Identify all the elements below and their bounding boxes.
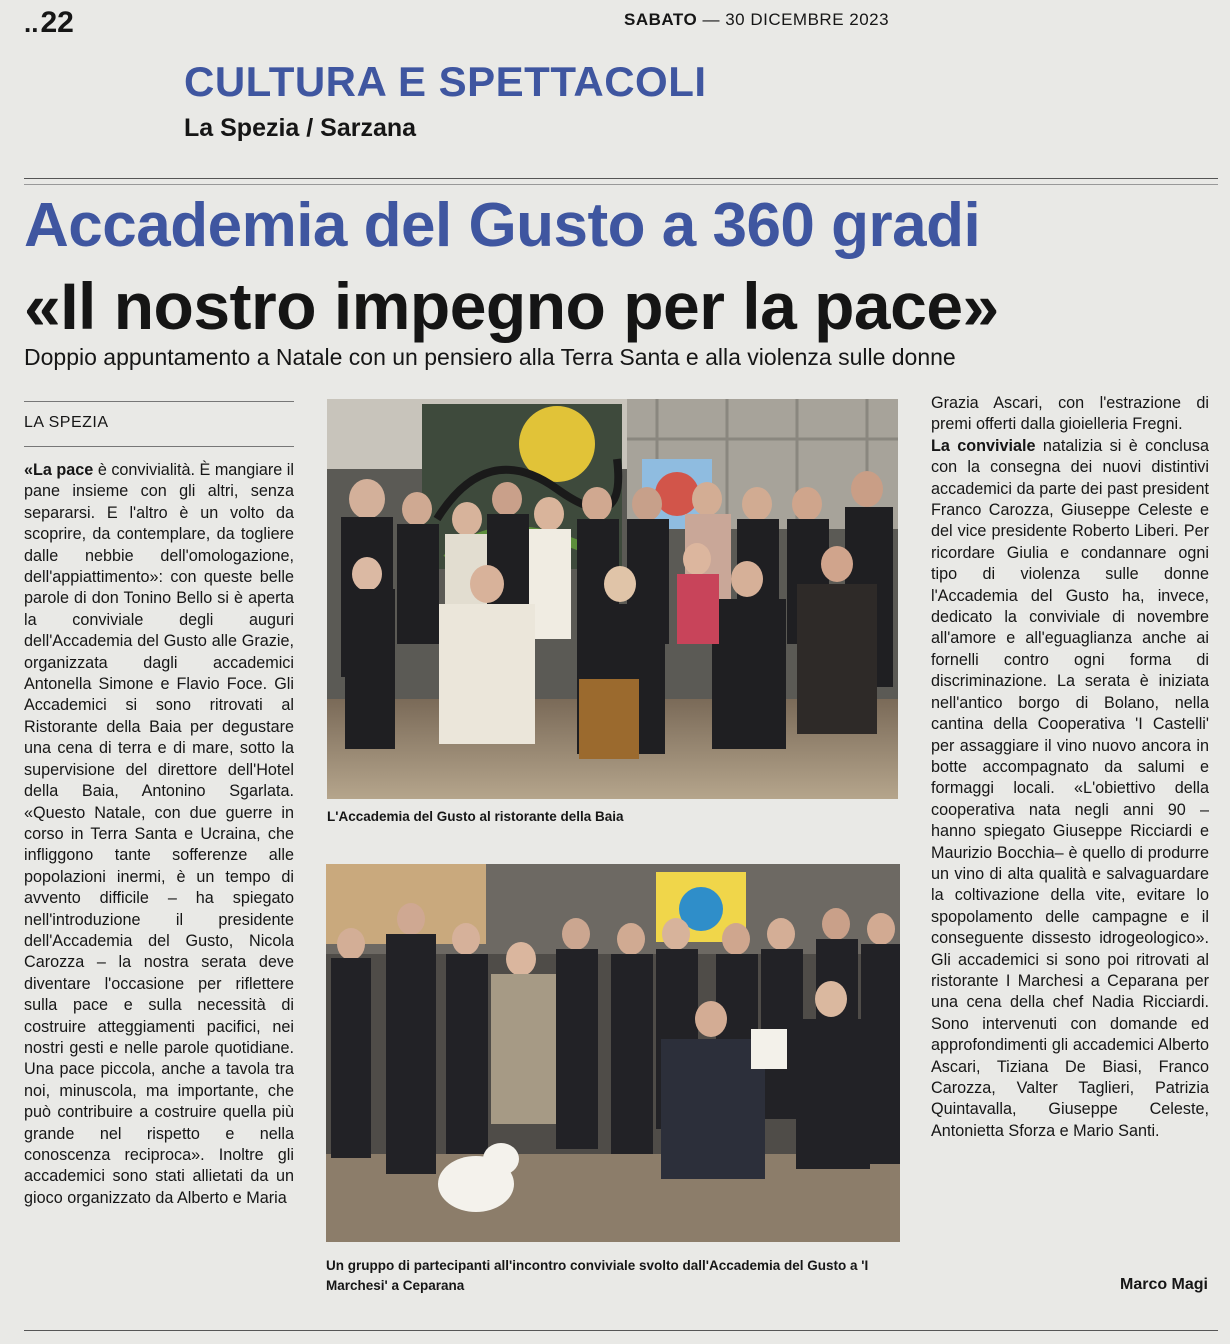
- photo-2-caption: Un gruppo di partecipanti all'incontro conviviale svolto dall'Accademia del Gusto a 'I Marchesi' a Ceparana: [326, 1258, 869, 1293]
- article-column-1: [24, 460, 294, 1209]
- dateline-rule-top: [24, 401, 294, 402]
- lead-bold: «La pace: [24, 461, 94, 479]
- bottom-divider: [24, 1330, 1218, 1331]
- article-column-3: [931, 393, 1209, 1142]
- photo-ristorante-baia: [327, 399, 898, 799]
- subheadline: Doppio appuntamento a Natale con un pensiero alla Terra Santa e alla violenza sulle donne: [24, 344, 956, 370]
- dateline-rule-bottom: [24, 446, 294, 447]
- photo-1-caption: L'Accademia del Gusto al ristorante della Baia: [327, 809, 624, 824]
- top-divider-thin: [24, 184, 1218, 185]
- section-subtitle: La Spezia / Sarzana: [184, 114, 417, 142]
- headline-quote: «Il nostro impegno per la pace»: [24, 269, 999, 343]
- byline: Marco Magi: [1119, 1276, 1208, 1293]
- column-3-lead-bold: La conviviale: [931, 436, 1036, 455]
- photo-i-marchesi: [326, 864, 900, 1242]
- issue-date: SABATO — 30 DICEMBRE 2023: [624, 10, 890, 29]
- column-3-intro: Grazia Ascari, con l'estrazione di premi offerti dalla gioielleria Fregni.: [931, 394, 1209, 434]
- page-number: ..22: [24, 6, 74, 39]
- dateline: LA SPEZIA: [24, 414, 109, 431]
- column-1-text: è convivialità. È mangiare il pane insieme con gli altri, senza separarsi. E l'altro è un volto da scoprire, da contemplare, da togliere dalle nebbie dell'omologazione, dell'appiattimento»: con queste belle parole di don Tonino Bello si è aperta la conviviale degli auguri dell'Accademia del Gusto alle Grazie, organizzata dagli accademici Antonella Simone e Flavio Foce. Gli Accademici si sono ritrovati al Ristorante della Baia per degustare una cena di terra e di mare, sotto la supervisione del direttore dell'Hotel della Baia, Antonino Sgarlata. «Questo Natale, con due guerre in corso in Terra Santa e Ucraina, che infliggono tante sofferenze alle popolazioni inermi, è un tempo di avvento difficile – ha spiegato nell'introduzione il presidente dell'Accademia del Gusto, Nicola Carozza – la nostra serata deve diventare l'occasione per riflettere sulla pace e sulla necessità di costruire atteggiamenti pacifici, nei nostri gesti e nelle parole quotidiane. Una pace piccola, anche a tavola tra noi, minuscola, ma importante, che può contribuire a costruire quella più grande nel rispetto e nella conoscenza reciproca». Inoltre gli accademici sono stati allietati da un gioco organizzato da Alberto e Maria: [24, 461, 295, 1207]
- top-divider: [24, 178, 1218, 179]
- section-title: CULTURA E SPETTACOLI: [184, 58, 707, 105]
- headline: Accademia del Gusto a 360 gradi: [24, 191, 981, 260]
- column-3-text: natalizia si è conclusa con la consegna dei nuovi distintivi accademici da parte dei past president Franco Carozza, Giuseppe Celeste e del vice presidente Roberto Liberi. Per ricordare Giulia e condannare ogni tipo di violenza sulle donne l'Accademia del Gusto ha, invece, dedicato la conviviale di novembre all'amore e all'eguaglianza anche ai fornelli contro ogni forma di discriminazione. La serata è iniziata nell'antico borgo di Bolano, nella cantina della Cooperativa 'I Castelli' per assaggiare il vino nuovo ancora in botte accompagnato da salumi e formaggi locali. «L'obiettivo della cooperativa nata negli anni 90 – hanno spiegato Giuseppe Ricciardi e Maurizio Bocchia– è quello di produrre un vino di alta qualità e salvaguardare la coltivazione della vite, evitare lo spopolamento delle campagne e il conseguente dissesto idrogeologico». Gli accademici si sono poi ritrovati al ristorante I Marchesi a Ceparana per una cena della chef Nadia Ricciardi. Sono intervenuti con domande ed approfondimenti gli accademici Alberto Ascari, Tiziana De Biasi, Franco Carozza, Valter Taglieri, Patrizia Quintavalla, Giuseppe Celeste, Antonietta Sforza e Mario Santi.: [931, 436, 1209, 1140]
